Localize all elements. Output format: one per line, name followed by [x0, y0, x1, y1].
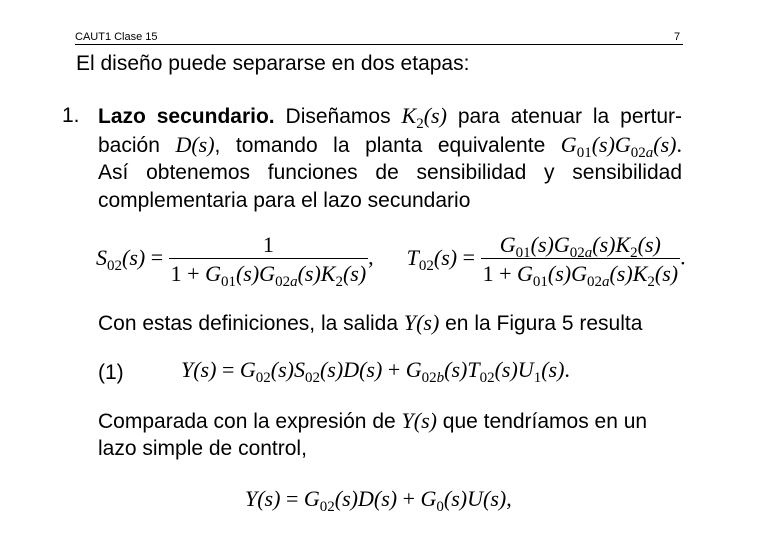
paragraph-comparison-1: Comparada con la expresión de Y(s) que tendríamos en un	[98, 408, 648, 433]
fraction-S02: $\frac{1}{1 + G_{01}(s)G_{02a}(s)K_2(s)}$	[170, 232, 367, 290]
item-bold-title: Lazo secundario.	[98, 105, 275, 128]
item-number: 1.	[62, 104, 80, 127]
math-Y-2: Y(s)	[401, 408, 437, 433]
intro-text: El diseño puede separarse en dos etapas:	[76, 52, 470, 75]
paragraph-definitions: Con estas definiciones, la salida Y(s) en la Figura 5 resulta	[98, 310, 643, 335]
equation-S02-T02: $S_{02}(s)$ = $\frac{1}{1 + G_{01}(s)G_{02a}(s)K_2(s)}$ , $T_{02}(s)$ = $\frac{G_{01}(s)G_{02a}(s)K_2(s)}{1 + G_{01}(s)G_{02a}(s)K_2(s)}$ .	[96, 232, 686, 290]
math-K2: $K_2(s)$	[401, 103, 447, 132]
paragraph-comparison-2: lazo simple de control,	[98, 437, 307, 460]
math-Y: Y(s)	[403, 310, 440, 335]
fraction-T02: $\frac{G_{01}(s)G_{02a}(s)K_2(s)}{1 + G_{01}(s)G_{02a}(s)K_2(s)}$	[482, 232, 679, 290]
item-line-4: complementaria para el lazo secundario	[98, 189, 471, 212]
header-course-label: CAUT1 Clase 15	[75, 31, 158, 43]
item-line-3: Así obtenemos funciones de sensibilidad y sensibilidad	[98, 161, 682, 184]
math-G01G02a: $G_{01}(s)G_{02a}(s)$.	[560, 132, 683, 161]
equation-simple-loop: $Y(s) = G_{02}(s)D(s) + G_0(s)U(s)$,	[245, 486, 512, 515]
item-line-1: Lazo secundario. Diseñamos $K_2(s)$ para atenuar la pertur-	[98, 103, 682, 132]
equation-label: (1)	[98, 361, 124, 384]
equation-1: $Y(s) = G_{02}(s)S_{02}(s)D(s) + G_{02b}(s)T_{02}(s)U_1(s)$.	[181, 357, 570, 386]
header-rule	[75, 44, 683, 45]
header-page-number: 7	[674, 31, 681, 43]
item-line-2: bación D(s), tomando la planta equivalente $G_{01}(s)G_{02a}(s)$.	[98, 132, 683, 161]
math-D: D(s)	[175, 132, 215, 157]
